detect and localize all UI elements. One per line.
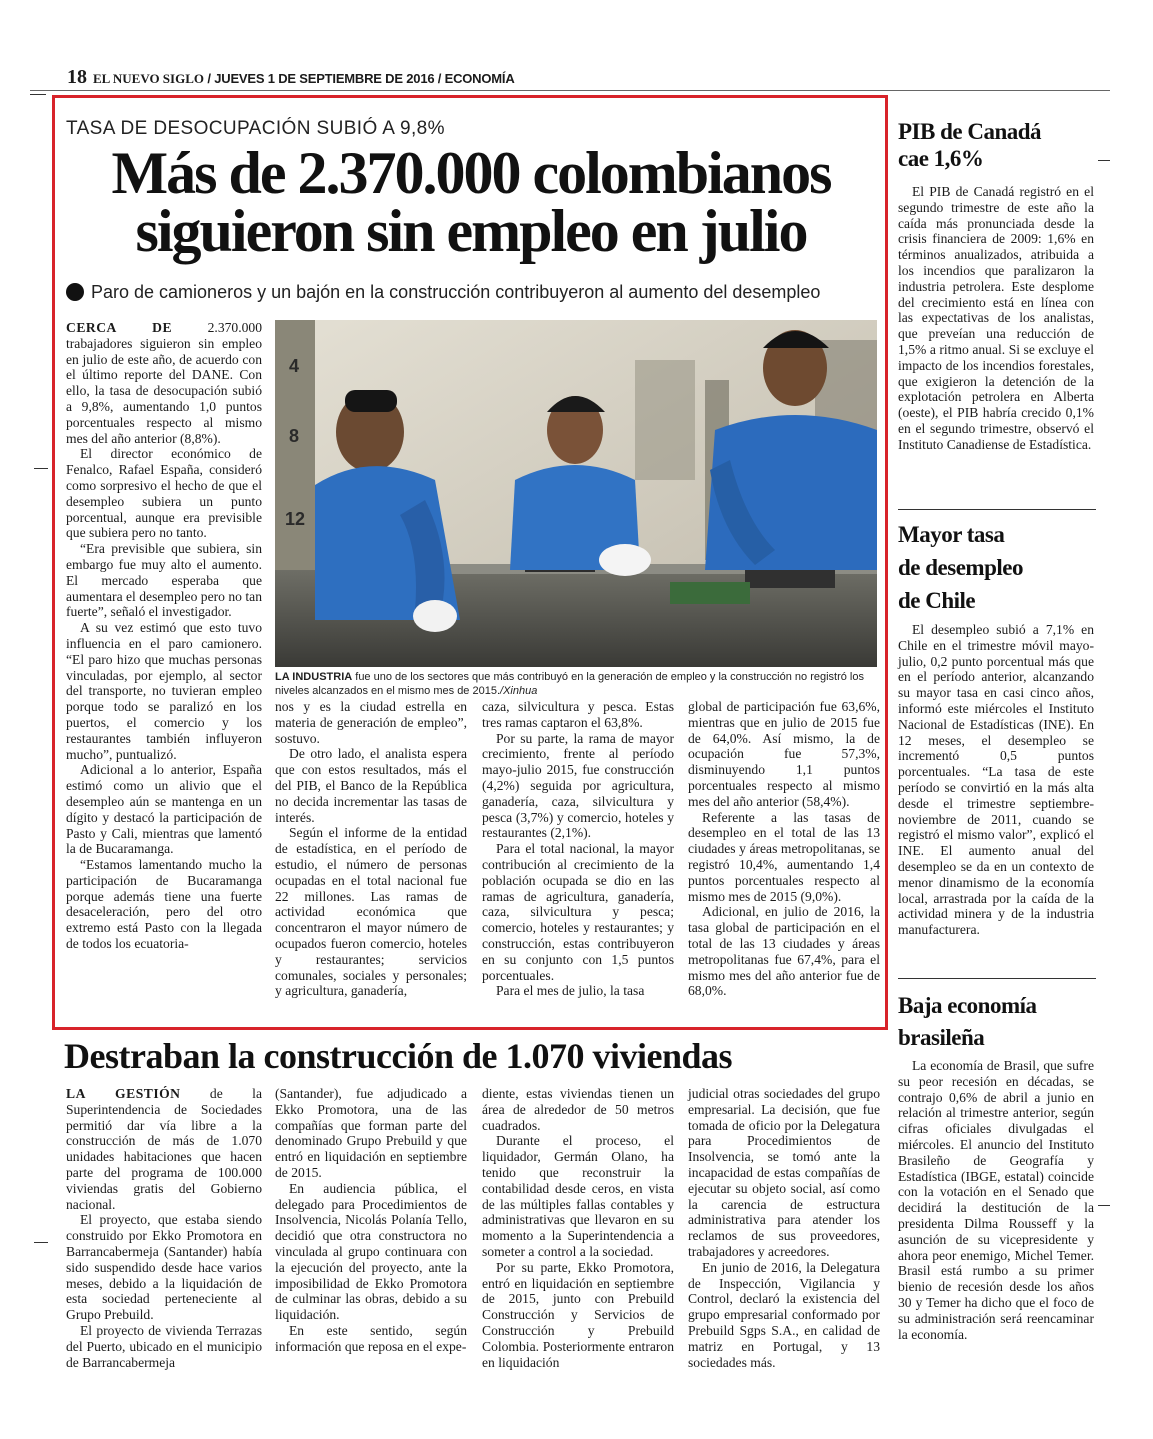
sidebar-headline [898, 518, 1113, 617]
date-section: / JUEVES 1 DE SEPTIEMBRE DE 2016 / ECONOMÍA [204, 71, 515, 86]
headline-line: Baja economía [898, 993, 1037, 1018]
paragraph: El proyecto, que estaba siendo construido por Ekko Promotora en Barrancabermeja (Santander) había sido suspendido desde hace varios meses, debido a la liquidación de esta sociedad perteneciente al Grupo Prebuild. [66, 1212, 262, 1323]
headline-line: brasileña [898, 1025, 985, 1050]
story-column [482, 1086, 674, 1370]
story-column [688, 699, 880, 999]
paragraph: De otro lado, el analista espera que con estos resultados, más el del PIB, el Banco de la República no decida incrementar las tasas de interés. [275, 746, 467, 825]
paragraph: caza, silvicultura y pesca. Estas tres ramas captaron el 63,8%. [482, 699, 674, 730]
paragraph: Adicional a lo anterior, España estimó como un alivio que el desempleo aún se mantenga en un dígito y destacó la participación de Pasto y Cali, mientras que lamentó la de Bucaramanga. [66, 762, 262, 857]
subheadline [66, 282, 876, 303]
page-masthead [67, 66, 515, 89]
headline-line: Mayor tasa [898, 522, 1005, 547]
sidebar-headline [898, 990, 1113, 1054]
headline-line: Más de 2.370.000 colombianos [111, 140, 831, 206]
paragraph-text: de la Superintendencia de Sociedades permitió dar vía libre a la construcción de más de 1.070 unidades habitaciones que hacen parte del programa de 100.000 viviendas gratis del Gobierno nacional. [66, 1086, 262, 1212]
story-column [275, 1086, 467, 1355]
story-column [66, 1086, 262, 1370]
paragraph: nos y es la ciudad estrella en materia de generación de empleo”, sostuvo. [275, 699, 467, 746]
paragraph: “Estamos lamentando mucho la participación de Bucaramanga porque además tiene una fuerte desaceleración, pero del otro extremo está Pasto con la llegada de todos los ecuatoria- [66, 857, 262, 952]
story-column [482, 699, 674, 999]
crop-mark [1098, 1205, 1110, 1206]
paragraph: Referente a las tasas de desempleo en el total de las 13 ciudades y áreas metropolitanas, se registró 10,4%, aumentando 1,4 puntos porcentuales respecto al mismo mes de 2015 (9,0%). [688, 809, 880, 904]
page-number: 18 [67, 66, 87, 88]
paragraph [66, 320, 262, 446]
sidebar-brief [898, 1058, 1094, 1342]
paragraph: “Era previsible que subiera, sin embargo fue muy alto el aumento. El mercado esperaba que aumentara el desempleo pero no tan fuerte”, señaló el investigador. [66, 541, 262, 620]
bullet-dot [66, 283, 84, 301]
lead-in: CERCA DE [66, 320, 173, 335]
wall-number: 8 [289, 426, 300, 446]
paragraph: El desempleo subió a 7,1% en Chile en el trimestre móvil mayo-julio, 0,2 punto porcentual más que en el período anterior, alcanzando su mayor tasa en casi cinco años, informó este miércoles el Instituto Nacional de Estadísticas (INE). En 12 meses, el desempleo se incrementó 0,5 puntos porcentuales. “La tasa de este período se convirtió en la más alta desde el trimestre septiembre-noviembre de 2011, cuando se registró el mismo valor”, explicó el INE. El aumento anual del desempleo se da en un contexto de menor dinamismo de la economía local, arrastrada por la caída de la actividad minera y de la industria manufacturera. [898, 622, 1094, 938]
paragraph: El PIB de Canadá registró en el segundo trimestre de este año la caída más pronunciada desde la crisis financiera de 2009: 1,6% en términos anualizados, atribuida a los incendios que paralizaron la industria petrolera. Este desplome del crecimiento está en línea con las expectativas de los analistas, que preveían una reducción de 1,5% a ritmo anual. Si se excluye el impacto de los incendios forestales, que exigieron la detención de la explotación petrolera en Alberta (oeste), el PIB habría crecido 0,1% en el segundo trimestre, observó el Instituto Canadiense de Estadística. [898, 184, 1094, 452]
photo-caption [275, 670, 877, 698]
headline-line: de Chile [898, 588, 976, 613]
crop-mark [30, 94, 46, 95]
crop-mark [34, 1242, 48, 1243]
paragraph: Por su parte, Ekko Promotora, entró en liquidación en septiembre de 2015, junto con Prebuild Construcción y Servicios de Construcción y Prebuild Colombia. Posteriormente entraron en liquidación [482, 1259, 674, 1370]
story-column [688, 1086, 880, 1370]
story-column [275, 699, 467, 999]
paragraph: En audiencia pública, el delegado para Procedimientos de Insolvencia, Nicolás Polanía Tello, decidió que otra constructora no vinculada al grupo continuara con la ejecución del proyecto, ante la imposibilidad de Ekko Promotora de culminar las obras, debido a su liquidación. [275, 1180, 467, 1323]
paragraph: En este sentido, según información que reposa en el expe- [275, 1322, 467, 1354]
paragraph: El proyecto de vivienda Terrazas del Puerto, ubicado en el municipio de Barrancabermeja [66, 1322, 262, 1370]
secondary-headline: Destraban la construcción de 1.070 viviendas [64, 1036, 733, 1076]
headline-line: siguieron sin empleo en julio [135, 198, 807, 264]
story-column [66, 320, 262, 1025]
paragraph: Por su parte, la rama de mayor crecimiento, frente al período mayo-julio 2015, fue construcción (4,2%) seguida por agricultura, ganadería, caza, silvicultura y pesca (3,7%) y comercio, hoteles y restaurantes (2,1%). [482, 730, 674, 841]
caption-lead: LA INDUSTRIA [275, 671, 353, 683]
paragraph: Según el informe de la entidad de estadística, en el período de estudio, el número de personas ocupadas en el total nacional fue 22 millones. Las ramas de actividad económica que concentraron el mayor número de ocupados fueron comercio, hoteles y restaurantes; servicios comunales, sociales y personales; y agricultura, ganadería, [275, 825, 467, 999]
sidebar-divider [898, 509, 1096, 510]
paragraph: Para el total nacional, la mayor contribución al crecimiento de la población ocupada se dio en las ramas de agricultura, ganadería, caza, silvicultura y pesca; comercio, hoteles y restaurantes; y construcción, estas contribuyeron en su conjunto con 1,5 puntos porcentuales. [482, 841, 674, 983]
paragraph: El director económico de Fenalco, Rafael España, consideró como sorpresivo el hecho de que el desempleo subiera un punto porcentual, aunque era previsible que subiera pero no tanto. [66, 446, 262, 541]
subheadline-text: Paro de camioneros y un bajón en la construcción contribuyeron al aumento del desempleo [91, 282, 821, 302]
news-photo [275, 320, 877, 667]
wall-number: 12 [285, 509, 306, 529]
wall-number: 4 [289, 356, 300, 376]
photo-credit: /Xinhua [500, 685, 538, 697]
sidebar-brief [898, 622, 1094, 938]
paragraph-text: 2.370.000 trabajadores siguieron sin empleo en julio de este año, de acuerdo con el último reporte del DANE. Con ello, la tasa de desocupación subió a 9,8%, aumentando 1,0 puntos porcentuales respecto al mismo mes del año anterior (8,8%). [66, 320, 262, 446]
paragraph: diente, estas viviendas tienen un área de alrededor de 50 metros cuadrados. [482, 1086, 674, 1133]
paragraph [66, 1086, 262, 1212]
headline-line: de desempleo [898, 555, 1023, 580]
paragraph: Para el mes de julio, la tasa [496, 983, 645, 999]
crop-mark [34, 468, 48, 469]
paragraph: Durante el proceso, el liquidador, Germán Olano, ha tenido que reconstruir la contabilidad desde ceros, en vista de las múltiples fallas contables y administrativas que llevaron en su momento a la Superintendencia a someter a control a la sociedad. [482, 1133, 674, 1259]
paragraph: global de participación fue 63,6%, mientras que en julio de 2015 fue de 64,0%. Así mismo, la de ocupación fue 57,3%, disminuyendo 1,1 puntos porcentuales respecto al mismo mes del año anterior (58,4%). [688, 699, 880, 809]
paragraph: judicial otras sociedades del grupo empresarial. La decisión, que fue tomada de oficio por la Delegatura para Procedimientos de Insolvencia, se tomó ante la incapacidad de estas compañías de ejecutar su objeto social, así como la carencia de estructura administrativa para atender los reclamos de sus proveedores, trabajadores y acreedores. [688, 1086, 880, 1259]
headline-line: PIB de Canadá [898, 119, 1042, 144]
kicker: TASA DE DESOCUPACIÓN SUBIÓ A 9,8% [66, 118, 445, 139]
workshop-photo-illustration [275, 320, 877, 667]
sidebar-headline [898, 118, 1113, 172]
paragraph: La economía de Brasil, que sufre su peor recesión en décadas, se contrajo 0,6% de abril a junio en relación al trimestre anterior, según cifras oficiales divulgadas el miércoles. El anuncio del Instituto Brasileño de Geografía y Estadística (IBGE, estatal) coincide con la votación en el Senado que decidirá la destitución de la presidenta Dilma Rousseff y la asunción de su vicepresidente y ahora peor enemigo, Michel Temer. Brasil está rumbo a su primer bienio de recesión desde los años 30 y Temer ha dicho que el foco de su administración será reencaminar la economía. [898, 1058, 1094, 1342]
paper-name: EL NUEVO SIGLO [93, 71, 204, 86]
paragraph: En junio de 2016, la Delegatura de Inspección, Vigilancia y Control, declaró la existencia del grupo empresarial conformado por Prebuild Sgps S.A., en calidad de matriz en Portugal, y 13 sociedades más. [688, 1259, 880, 1370]
paragraph: A su vez estimó que esto tuvo influencia en el paro camionero. “El paro hizo que muchas personas vinculadas, por ejemplo, al sector del transporte, no tuvieran empleo porque todo se paralizó en los puertos, el comercio y los restaurantes también influyeron mucho”, puntualizó. [66, 620, 262, 762]
sidebar-brief [898, 184, 1094, 453]
lead-in: LA GESTIÓN [66, 1086, 181, 1101]
caption-text: fue uno de los sectores que más contribuyó en la generación de empleo y la construcción no registró los niveles alcanzados en el mismo mes de 2015. [275, 671, 864, 697]
top-rule [30, 90, 1110, 91]
headline-line: cae 1,6% [898, 146, 984, 171]
paragraph: (Santander), fue adjudicado a Ekko Promotora, una de las compañías que forman parte del denominado Grupo Prebuild y que entró en liquidación en septiembre de 2015. [275, 1086, 467, 1180]
main-headline [66, 140, 876, 264]
sidebar-divider [898, 978, 1096, 979]
paragraph: Adicional, en julio de 2016, la tasa global de participación en el total de las 13 ciudades y áreas metropolitanas fue 67,4%, para el mismo mes del año anterior fue de 68,0%. [688, 904, 880, 999]
